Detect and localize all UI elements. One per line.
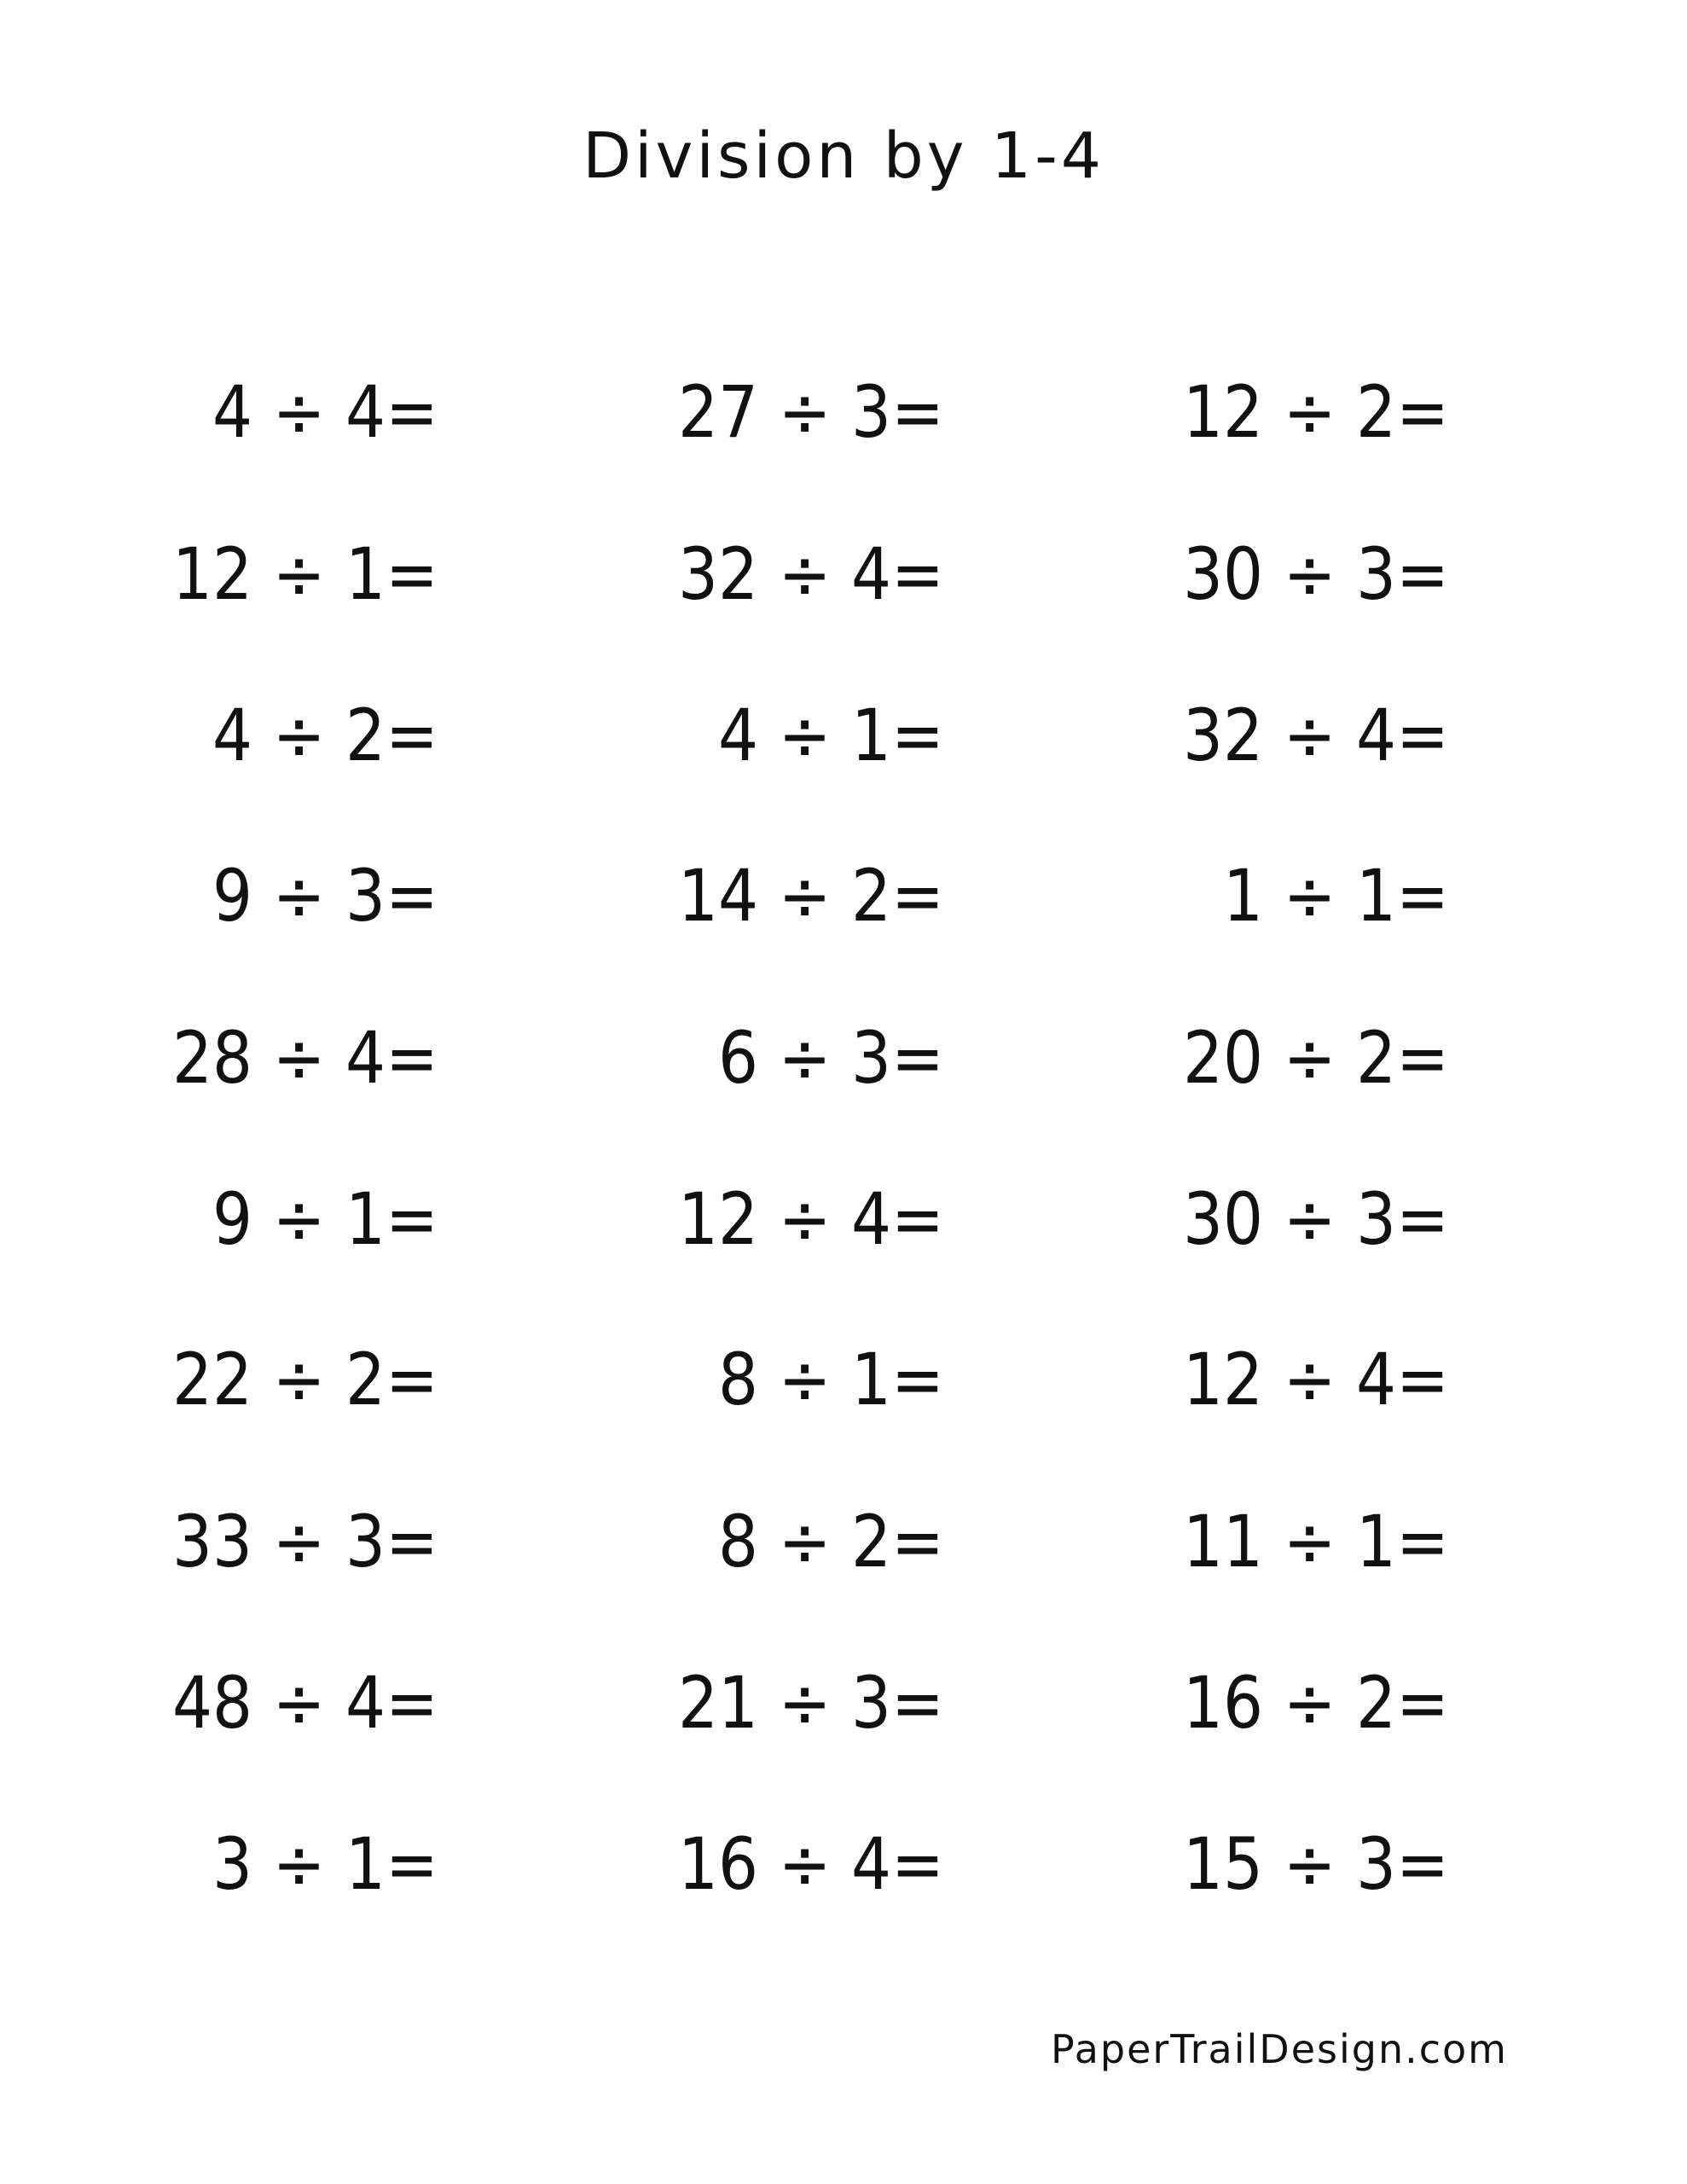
divide-sign: ÷ bbox=[778, 1822, 832, 1906]
dividend: 14 bbox=[678, 854, 759, 938]
divide-sign: ÷ bbox=[1283, 1822, 1336, 1906]
divisor: 3 bbox=[1356, 1177, 1397, 1261]
divide-sign: ÷ bbox=[1283, 1016, 1336, 1100]
dividend: 12 bbox=[1183, 370, 1264, 454]
division-problem bbox=[1133, 1337, 1449, 1422]
dividend: 30 bbox=[1183, 1177, 1264, 1261]
divisor: 1 bbox=[1356, 1500, 1397, 1583]
equals-sign: = bbox=[891, 694, 944, 777]
equals-sign: = bbox=[1396, 1338, 1449, 1421]
equals-sign: = bbox=[891, 1500, 944, 1583]
dividend: 30 bbox=[1183, 532, 1264, 616]
equals-sign: = bbox=[1396, 1177, 1449, 1261]
divisor: 4 bbox=[345, 1661, 386, 1745]
divisor: 3 bbox=[345, 854, 386, 938]
division-problem bbox=[123, 1660, 438, 1745]
divisor: 2 bbox=[345, 1338, 386, 1421]
division-problem bbox=[629, 1337, 944, 1422]
divide-sign: ÷ bbox=[1283, 1177, 1336, 1261]
equals-sign: = bbox=[386, 854, 438, 938]
equals-sign: = bbox=[1396, 694, 1449, 777]
division-problem bbox=[1133, 1499, 1449, 1584]
dividend: 15 bbox=[1183, 1822, 1264, 1906]
division-problem bbox=[1133, 853, 1449, 938]
divide-sign: ÷ bbox=[1283, 1338, 1336, 1421]
divide-sign: ÷ bbox=[272, 1177, 326, 1261]
dividend: 12 bbox=[1183, 1338, 1264, 1421]
divisor: 4 bbox=[1356, 1338, 1397, 1421]
dividend: 8 bbox=[718, 1338, 759, 1421]
dividend: 27 bbox=[678, 370, 759, 454]
division-problem bbox=[629, 1499, 944, 1584]
divide-sign: ÷ bbox=[778, 854, 832, 938]
division-problem bbox=[629, 853, 944, 938]
division-problem bbox=[123, 369, 438, 455]
division-problem bbox=[123, 853, 438, 938]
division-problem bbox=[123, 1499, 438, 1584]
equals-sign: = bbox=[891, 532, 944, 616]
equals-sign: = bbox=[891, 854, 944, 938]
divisor: 4 bbox=[851, 1822, 892, 1906]
divide-sign: ÷ bbox=[272, 1016, 326, 1100]
divisor: 4 bbox=[851, 532, 892, 616]
division-problem bbox=[1133, 1660, 1449, 1745]
division-problem bbox=[1133, 531, 1449, 617]
equals-sign: = bbox=[386, 1500, 438, 1583]
dividend: 48 bbox=[172, 1661, 253, 1745]
equals-sign: = bbox=[386, 694, 438, 777]
divisor: 2 bbox=[345, 694, 386, 777]
divisor: 2 bbox=[851, 1500, 892, 1583]
divisor: 1 bbox=[345, 1822, 386, 1906]
divide-sign: ÷ bbox=[1283, 1661, 1336, 1745]
division-problem bbox=[123, 693, 438, 778]
divide-sign: ÷ bbox=[778, 1661, 832, 1745]
worksheet-title: Division by 1-4 bbox=[583, 119, 1104, 193]
dividend: 4 bbox=[718, 694, 759, 777]
division-problem bbox=[629, 1176, 944, 1262]
division-problem bbox=[123, 1176, 438, 1262]
division-problem bbox=[629, 693, 944, 778]
equals-sign: = bbox=[1396, 1822, 1449, 1906]
divisor: 1 bbox=[851, 1338, 892, 1421]
dividend: 9 bbox=[212, 1177, 253, 1261]
division-problem bbox=[1133, 1176, 1449, 1262]
dividend: 9 bbox=[212, 854, 253, 938]
division-problem bbox=[629, 1660, 944, 1745]
divide-sign: ÷ bbox=[272, 854, 326, 938]
divide-sign: ÷ bbox=[778, 1177, 832, 1261]
divisor: 4 bbox=[345, 1016, 386, 1100]
divide-sign: ÷ bbox=[272, 1822, 326, 1906]
divisor: 4 bbox=[345, 370, 386, 454]
divisor: 1 bbox=[851, 694, 892, 777]
divide-sign: ÷ bbox=[272, 694, 326, 777]
divide-sign: ÷ bbox=[778, 370, 832, 454]
equals-sign: = bbox=[1396, 1500, 1449, 1583]
divide-sign: ÷ bbox=[778, 1016, 832, 1100]
dividend: 4 bbox=[212, 370, 253, 454]
dividend: 20 bbox=[1183, 1016, 1264, 1100]
equals-sign: = bbox=[386, 1822, 438, 1906]
divide-sign: ÷ bbox=[1283, 854, 1336, 938]
divisor: 3 bbox=[1356, 532, 1397, 616]
equals-sign: = bbox=[386, 1338, 438, 1421]
dividend: 16 bbox=[1183, 1661, 1264, 1745]
equals-sign: = bbox=[1396, 1016, 1449, 1100]
division-problem bbox=[1133, 369, 1449, 455]
division-problem bbox=[629, 369, 944, 455]
divide-sign: ÷ bbox=[272, 1338, 326, 1421]
divide-sign: ÷ bbox=[778, 1338, 832, 1421]
divisor: 1 bbox=[1356, 854, 1397, 938]
dividend: 6 bbox=[718, 1016, 759, 1100]
divisor: 2 bbox=[1356, 1661, 1397, 1745]
dividend: 33 bbox=[172, 1500, 253, 1583]
division-problem bbox=[123, 1821, 438, 1907]
dividend: 4 bbox=[212, 694, 253, 777]
divide-sign: ÷ bbox=[272, 1661, 326, 1745]
equals-sign: = bbox=[1396, 1661, 1449, 1745]
equals-sign: = bbox=[891, 1338, 944, 1421]
dividend: 8 bbox=[718, 1500, 759, 1583]
equals-sign: = bbox=[1396, 532, 1449, 616]
divide-sign: ÷ bbox=[272, 370, 326, 454]
equals-sign: = bbox=[386, 532, 438, 616]
divide-sign: ÷ bbox=[1283, 1500, 1336, 1583]
divisor: 4 bbox=[851, 1177, 892, 1261]
divide-sign: ÷ bbox=[1283, 532, 1336, 616]
equals-sign: = bbox=[386, 1177, 438, 1261]
divide-sign: ÷ bbox=[778, 694, 832, 777]
equals-sign: = bbox=[1396, 854, 1449, 938]
division-problem bbox=[123, 1337, 438, 1422]
equals-sign: = bbox=[386, 370, 438, 454]
dividend: 22 bbox=[172, 1338, 253, 1421]
divide-sign: ÷ bbox=[1283, 694, 1336, 777]
divisor: 2 bbox=[851, 854, 892, 938]
dividend: 3 bbox=[212, 1822, 253, 1906]
division-problem bbox=[629, 1015, 944, 1101]
divisor: 3 bbox=[851, 1661, 892, 1745]
divide-sign: ÷ bbox=[778, 1500, 832, 1583]
dividend: 28 bbox=[172, 1016, 253, 1100]
divisor: 2 bbox=[1356, 1016, 1397, 1100]
divide-sign: ÷ bbox=[1283, 370, 1336, 454]
equals-sign: = bbox=[891, 1822, 944, 1906]
division-problem bbox=[1133, 1015, 1449, 1101]
division-problem bbox=[629, 1821, 944, 1907]
division-problem bbox=[1133, 1821, 1449, 1907]
divisor: 3 bbox=[1356, 1822, 1397, 1906]
equals-sign: = bbox=[891, 370, 944, 454]
divisor: 3 bbox=[345, 1500, 386, 1583]
division-problem bbox=[123, 531, 438, 617]
dividend: 12 bbox=[172, 532, 253, 616]
divisor: 3 bbox=[851, 1016, 892, 1100]
dividend: 21 bbox=[678, 1661, 759, 1745]
dividend: 32 bbox=[678, 532, 759, 616]
division-problem bbox=[123, 1015, 438, 1101]
equals-sign: = bbox=[1396, 370, 1449, 454]
dividend: 32 bbox=[1183, 694, 1264, 777]
divide-sign: ÷ bbox=[272, 532, 326, 616]
divide-sign: ÷ bbox=[272, 1500, 326, 1583]
footer-website: PaperTrailDesign.com bbox=[1051, 2026, 1508, 2072]
divisor: 3 bbox=[851, 370, 892, 454]
divisor: 4 bbox=[1356, 694, 1397, 777]
equals-sign: = bbox=[386, 1661, 438, 1745]
dividend: 1 bbox=[1223, 854, 1264, 938]
division-problem bbox=[1133, 693, 1449, 778]
division-problem bbox=[629, 531, 944, 617]
divisor: 1 bbox=[345, 532, 386, 616]
dividend: 16 bbox=[678, 1822, 759, 1906]
equals-sign: = bbox=[891, 1177, 944, 1261]
dividend: 12 bbox=[678, 1177, 759, 1261]
equals-sign: = bbox=[386, 1016, 438, 1100]
divisor: 1 bbox=[345, 1177, 386, 1261]
divisor: 2 bbox=[1356, 370, 1397, 454]
equals-sign: = bbox=[891, 1016, 944, 1100]
dividend: 11 bbox=[1183, 1500, 1264, 1583]
divide-sign: ÷ bbox=[778, 532, 832, 616]
equals-sign: = bbox=[891, 1661, 944, 1745]
